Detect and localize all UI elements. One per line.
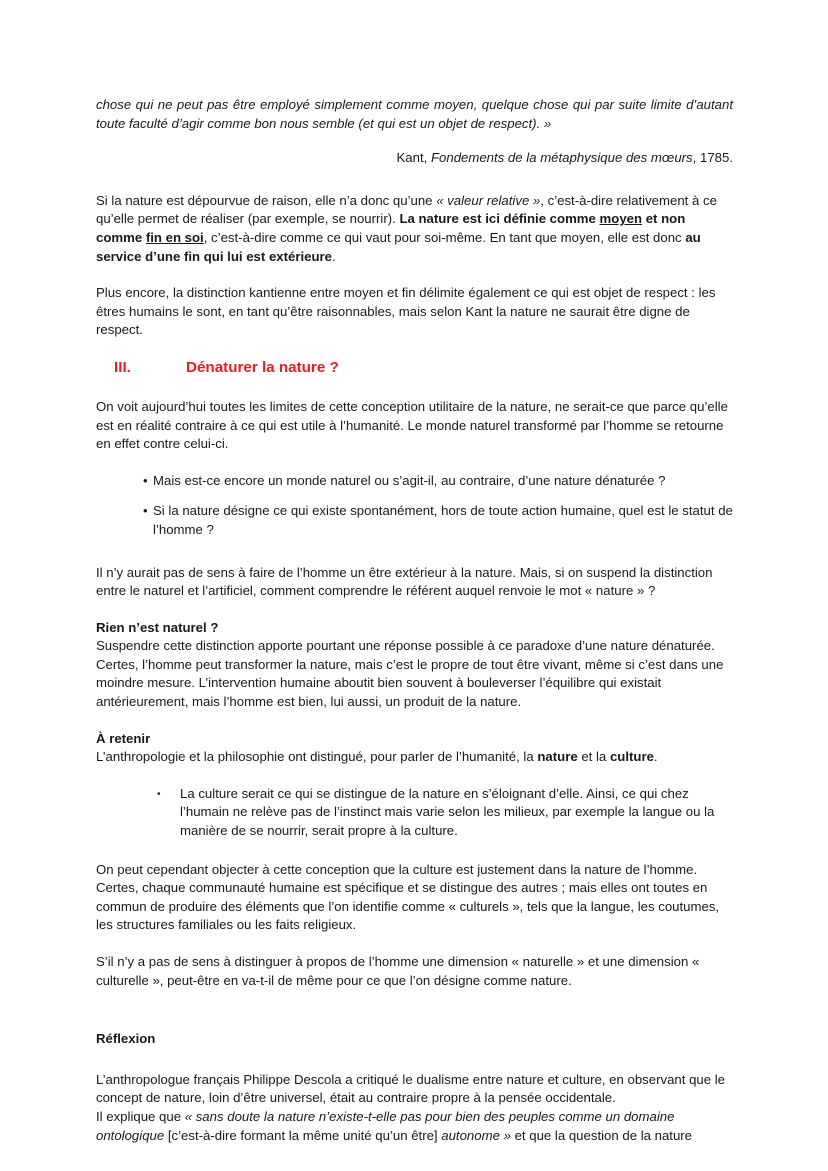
text-segment-bold: culture [609,749,654,765]
text-segment: Il explique que [96,1108,185,1124]
paragraph-valeur-relative [96,192,733,266]
text-segment: L’anthropologue français Philippe Descola a critiqué le dualisme entre nature et culture, en observant que le concept de nature, loin d’être universel, était au contraire propre à la pensée occidentale. [96,1071,725,1106]
text-segment: . [332,248,336,264]
subheading-a-retenir: À retenir [96,730,151,746]
text-segment-bold: nature [537,749,578,765]
text-segment: [c’est-à-dire formant la même unité qu’un être] [164,1127,442,1143]
kant-citation [96,149,733,168]
text-segment-italic: « sans doute la nature n’existe-t-elle pas pour bien des peuples comme un domaine ontologique [96,1108,675,1143]
text-segment: L’anthropologie et la philosophie ont distingué, pour parler de l’humanité, la [96,749,538,765]
list-item: • Si la nature désigne ce qui existe spontanément, hors de toute action humaine, quel est le statut de l’homme ? [143,502,733,539]
citation-year: , 1785. [692,150,733,166]
text-segment: et la [577,749,610,765]
kant-quotation: chose qui ne peut pas être employé simplement comme moyen, quelque chose qui par suite limite d’autant toute faculté d’agir comme bon nous semble (et qui est un objet de respect). » [96,97,733,131]
paragraph-dimension-naturelle: S’il n’y a pas de sens à distinguer à propos de l’homme une dimension « naturelle » et une dimension « culturelle », peut-être en va-t-il de même pour ce que l’on désigne comme nature. [96,954,700,988]
citation-author: Kant, [396,150,428,166]
text-segment-italic: « valeur relative » [436,192,541,208]
section-title: Dénaturer la nature ? [186,358,339,376]
text-segment: , c’est-à-dire comme ce qui vaut pour soi-même. En tant que moyen, elle est donc [203,229,686,245]
text-segment: et que la question de la nature [510,1127,693,1143]
spacer [96,554,733,564]
paragraph-objecter-culture: On peut cependant objecter à cette conception que la culture est justement dans la nature de l’homme. Certes, chaque communauté humaine est spécifique et se distingue des autres ; mais elles ont toutes en commun de produire des éléments que l’on identifie comme « culturels », tels que la langue, les coutumes, les structures familiales ou les faits religieux. [96,861,720,933]
subheading-reflexion: Réflexion [96,1031,156,1047]
paragraph-distinction-kantienne: Plus encore, la distinction kantienne entre moyen et fin délimite également ce qui est objet de respect : les êtres humains le sont, en tant qu’être raisonnables, mais selon Kant la nature ne saurait être digne de respect. [96,285,716,338]
culture-bullet-list [96,785,733,841]
text-segment: . [653,749,658,765]
paragraph-a-retenir-body [96,748,733,767]
paragraph-rien-naturel-body: Suspendre cette distinction apporte pourtant une réponse possible à ce paradoxe d’une nature dénaturée. Certes, l’homme peut transformer la nature, mais c’est le propre de tout être vivant, même si c’est dans une moindre mesure. L’intervention humaine aboutit bien souvent à bouleverser l’équilibre qui existait antérieurement, mais l’homme est bien, lui aussi, un produit de la nature. [96,638,724,710]
text-segment-italic: » [499,1127,511,1143]
text-segment: Si la nature est dépourvue de raison, elle n’a donc qu’une [96,192,437,208]
document-content [96,96,733,1163]
text-segment-bold-underline: moyen [599,211,643,227]
questions-bullet-list [96,472,733,540]
list-item: • La culture serait ce qui se distingue de la nature en s’éloignant d’elle. Ainsi, ce qui chez l’humain ne relève pas de l’instinct mais varie selon les milieux, par exemple la langue ou la manière de se nourrir, serait propre à la culture. [157,785,733,841]
paragraph-limites-conception: On voit aujourd’hui toutes les limites de cette conception utilitaire de la nature, ne serait-ce que parce qu’elle est en réalité contraire à ce qui est utile à l’humanité. Le monde naturel transformé par l’homme se retourne en effet contre celui-ci. [96,398,728,452]
spacer [96,1008,733,1030]
section-heading-3 [96,358,733,378]
section-number: III. [114,358,131,376]
paragraph-sens-homme-nature: Il n’y aurait pas de sens à faire de l’homme un être extérieur à la nature. Mais, si on suspend la distinction entre le naturel et l’artificiel, comment comprendre le référent auquel renvoie le mot « nature » ? [96,564,713,599]
text-segment-bold-underline: fin en soi [145,229,204,245]
citation-work-title: Fondements de la métaphysique des mœurs [430,150,693,166]
subheading-rien-naturel: Rien n’est naturel ? [96,619,219,635]
text-segment-bold: au service d’une fin qui lui est extérieure [96,229,701,264]
text-segment: , c’est-à-dire relativement à ce qu’elle permet de réaliser (par exemple, se nourrir). [96,192,717,227]
text-segment-italic: autonome [441,1127,500,1143]
text-segment-bold: et non comme [96,211,686,245]
list-item: • Mais est-ce encore un monde naturel ou s’agit-il, au contraire, d’une nature dénaturée ? [143,472,733,491]
text-segment-bold: La nature est ici définie comme [399,211,600,227]
paragraph-descola [96,1071,733,1145]
